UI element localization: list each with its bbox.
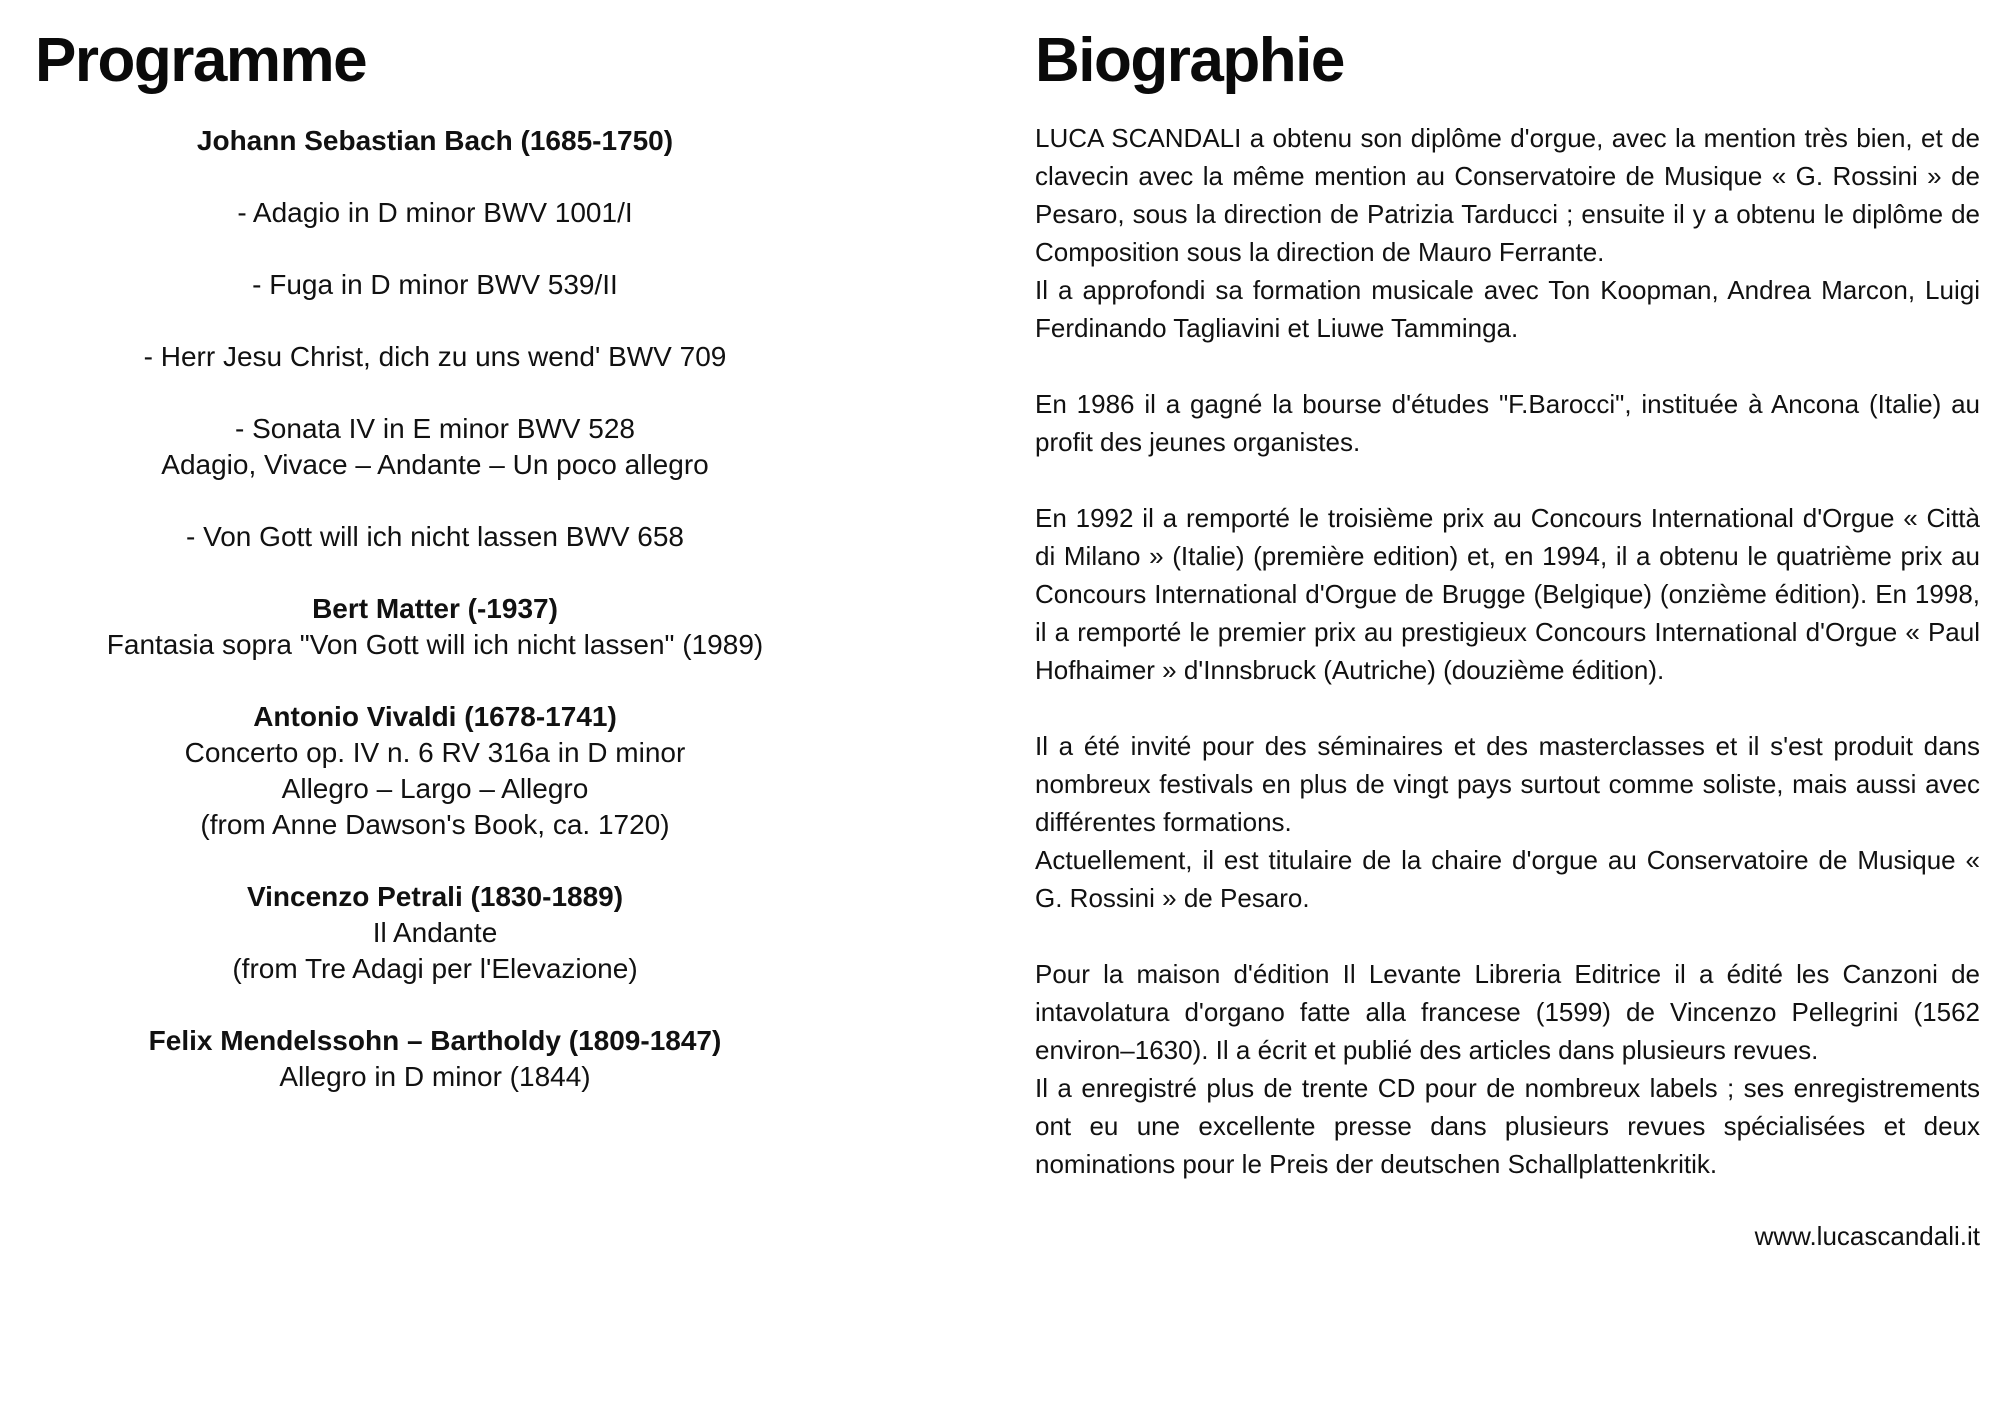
bio-paragraph xyxy=(1035,955,1980,1183)
programme-block xyxy=(35,879,835,987)
programme-block xyxy=(35,267,835,303)
programme-block xyxy=(35,1023,835,1095)
programme-block xyxy=(35,123,835,159)
composer-heading: Antonio Vivaldi (1678-1741) xyxy=(253,701,617,733)
programme-block xyxy=(35,195,835,231)
work-line: Il Andante xyxy=(372,917,498,949)
work-line: Allegro – Largo – Allegro xyxy=(281,773,589,805)
bio-text-block: Actuellement, il est titulaire de la chaire d'orgue au Conservatoire de Musique « G. Rossini » de Pesaro. xyxy=(1035,845,1980,914)
composer-heading: Bert Matter (-1937) xyxy=(312,593,558,625)
programme-title: Programme xyxy=(35,26,367,95)
biographie-title: Biographie xyxy=(1035,26,1344,95)
composer-heading: Vincenzo Petrali (1830-1889) xyxy=(246,881,624,913)
work-line: Allegro in D minor (1844) xyxy=(279,1061,591,1093)
programme-section xyxy=(35,28,835,1131)
bio-text-block: En 1992 il a remporté le troisième prix au Concours International d'Orgue « Città di Milano » (Italie) (première edition) et, en 1994, il a obtenu le quatrième prix au Concours International d'Orgue de Brugge (Belgique) (onzième édition). En 1998, il a remporté le premier prix au prestigieux Concours International d'Orgue « Paul Hofhaimer » d'Innsbruck (Autriche) (douzième édition). xyxy=(1035,503,1980,686)
programme-block xyxy=(35,339,835,375)
work-line: - Sonata IV in E minor BWV 528 xyxy=(235,413,635,445)
bio-text-block: Pour la maison d'édition Il Levante Libreria Editrice il a édité les Canzoni de intavolatura d'organo fatte alla francese (1599) de Vincenzo Pellegrini (1562 environ–1630). Il a écrit et publié des articles dans plusieurs revues. xyxy=(1035,959,1980,1066)
bio-text-block: En 1986 il a gagné la bourse d'études "F.Barocci", instituée à Ancona (Italie) au profit des jeunes organistes. xyxy=(1035,389,1980,458)
bio-text-block: Il a été invité pour des séminaires et des masterclasses et il s'est produit dans nombreux festivals en plus de vingt pays surtout comme soliste, mais aussi avec différentes formations. xyxy=(1035,731,1980,838)
programme-list xyxy=(35,123,835,1095)
work-line: - Von Gott will ich nicht lassen BWV 658 xyxy=(186,521,684,553)
work-line: - Fuga in D minor BWV 539/II xyxy=(252,269,618,301)
bio-text-block: Il a enregistré plus de trente CD pour de nombreux labels ; ses enregistrements ont eu une excellente presse dans plusieurs revues spécialisées et deux nominations pour le Preis der deutschen Schallplattenkritik. xyxy=(1035,1073,1980,1180)
programme-block xyxy=(35,411,835,483)
work-line: (from Tre Adagi per l'Elevazione) xyxy=(232,953,638,985)
bio-text-block: LUCA SCANDALI a obtenu son diplôme d'orgue, avec la mention très bien, et de clavecin avec la même mention au Conservatoire de Musique « G. Rossini » de Pesaro, sous la direction de Patrizia Tarducci ; ensuite il y a obtenu le diplôme de Composition sous la direction de Mauro Ferrante. xyxy=(1035,123,1980,268)
composer-heading: Felix Mendelssohn – Bartholdy (1809-1847) xyxy=(148,1025,722,1057)
work-line: Adagio, Vivace – Andante – Un poco allegro xyxy=(161,449,709,481)
programme-block xyxy=(35,591,835,663)
bio-paragraph xyxy=(1035,499,1980,689)
work-line: Fantasia sopra "Von Gott will ich nicht lassen" (1989) xyxy=(106,629,764,661)
programme-block xyxy=(35,519,835,555)
bio-text-block: Il a approfondi sa formation musicale avec Ton Koopman, Andrea Marcon, Luigi Ferdinando Tagliavini et Liuwe Tamminga. xyxy=(1035,275,1980,344)
work-line: (from Anne Dawson's Book, ca. 1720) xyxy=(200,809,670,841)
bio-paragraph xyxy=(1035,727,1980,917)
work-line: Concerto op. IV n. 6 RV 316a in D minor xyxy=(184,737,686,769)
biographie-body xyxy=(1035,119,1980,1183)
bio-paragraph xyxy=(1035,385,1980,461)
composer-heading: Johann Sebastian Bach (1685-1750) xyxy=(196,125,674,157)
work-line: - Herr Jesu Christ, dich zu uns wend' BWV 709 xyxy=(143,341,727,373)
biographie-section xyxy=(1035,28,1980,1252)
bio-paragraph xyxy=(1035,119,1980,347)
website-link[interactable]: www.lucascandali.it xyxy=(1754,1221,1980,1252)
work-line: - Adagio in D minor BWV 1001/I xyxy=(237,197,633,229)
programme-block xyxy=(35,699,835,843)
